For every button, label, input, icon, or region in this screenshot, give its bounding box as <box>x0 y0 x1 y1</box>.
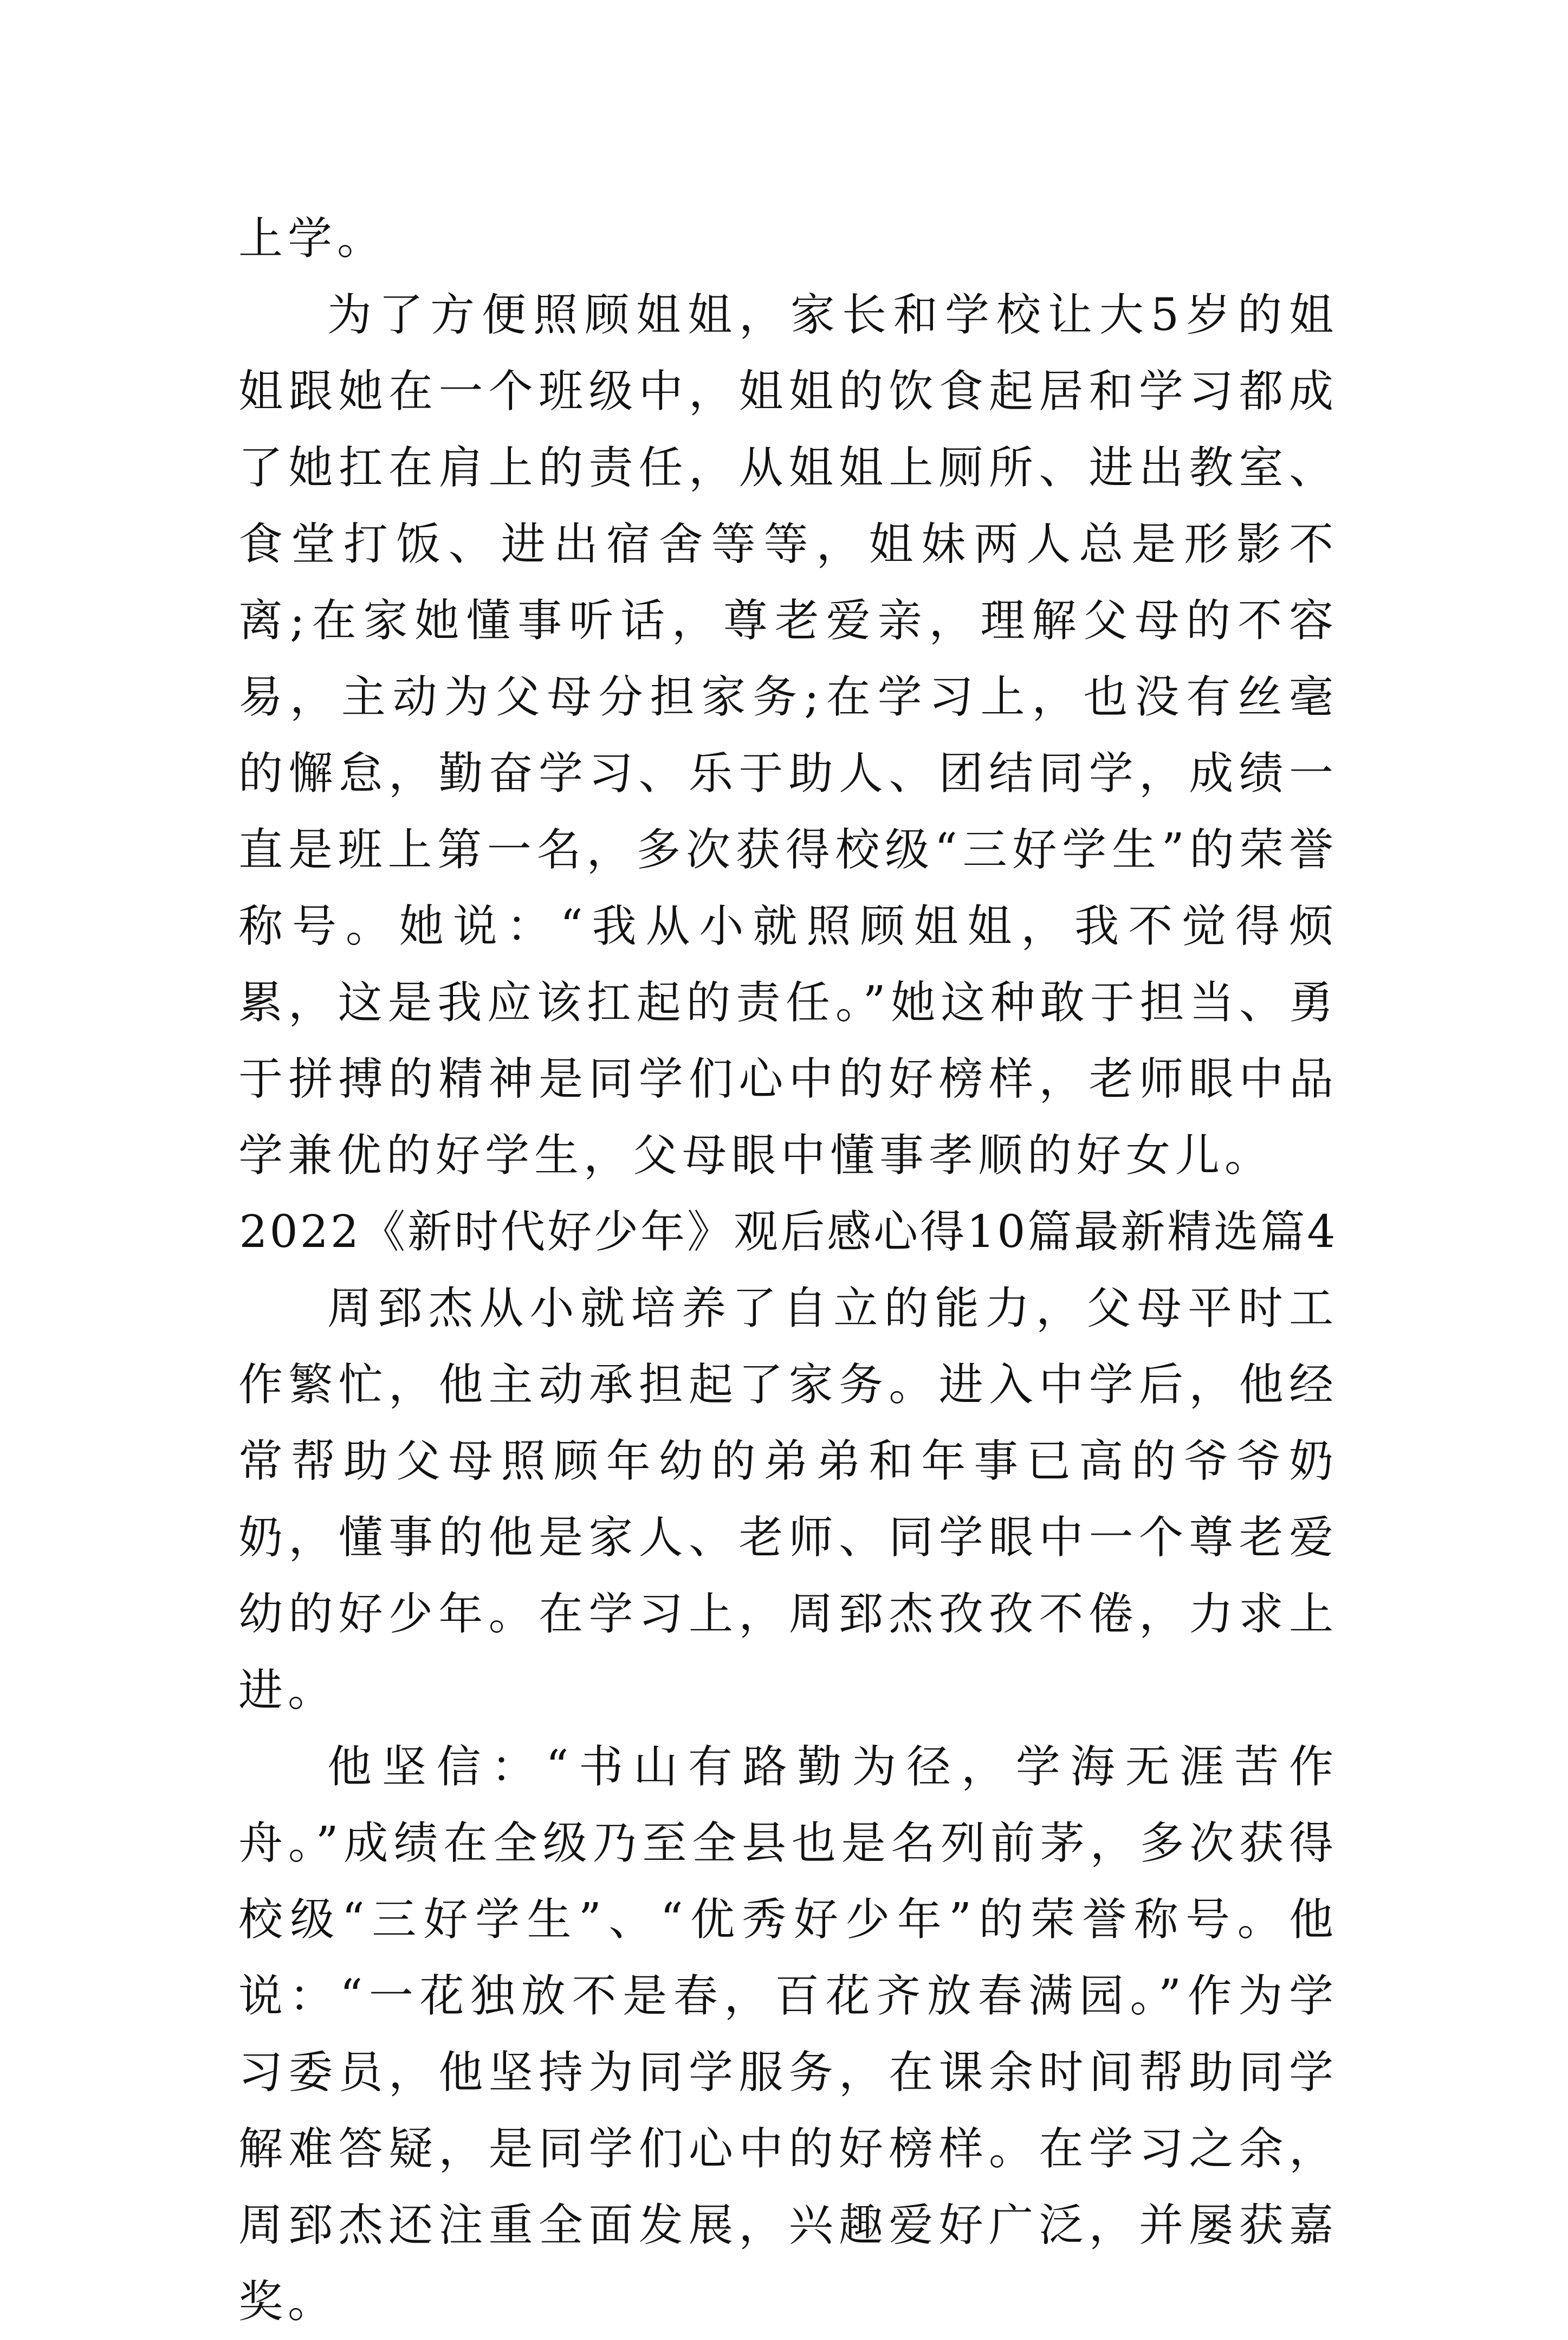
paragraph-sister-care: 为了方便照顾姐姐，家长和学校让大5岁的姐姐跟她在一个班级中，姐姐的饮食起居和学习都成了她扛在肩上的责任，从姐姐上厕所、进出教室、食堂打饭、进出宿舍等等，姐妹两人总是形影不离;在家她懂事听话，尊老爱亲，理解父母的不容易，主动为父母分担家务;在学习上，也没有丝毫的懈怠，勤奋学习、乐于助人、团结同学，成绩一直是班上第一名，多次获得校级“三好学生”的荣誉称号。她说：“我从小就照顾姐姐，我不觉得烦累，这是我应该扛起的责任。”她这种敢于担当、勇于拼搏的精神是同学们心中的好榜样，老师眼中品学兼优的好学生，父母眼中懂事孝顺的好女儿。 <box>238 289 1338 1181</box>
paragraph-zhou-zhijie-intro: 周郅杰从小就培养了自立的能力，父母平时工作繁忙，他主动承担起了家务。进入中学后，他经常帮助父母照顾年幼的弟弟和年事已高的爷爷奶奶，懂事的他是家人、老师、同学眼中一个尊老爱幼的好少年。在学习上，周郅杰孜孜不倦，力求上进。 <box>238 1283 1338 1716</box>
document-body <box>238 201 1338 2340</box>
paragraph-zhou-zhijie-achievements: 他坚信：“书山有路勤为径，学海无涯苦作舟。”成绩在全级乃至全县也是名列前茅，多次获得校级“三好学生”、“优秀好少年”的荣誉称号。他说：“一花独放不是春，百花齐放春满园。”作为学习委员，他坚持为同学服务，在课余时间帮助同学解难答疑，是同学们心中的好榜样。在学习之余，周郅杰还注重全面发展，兴趣爱好广泛，并屡获嘉奖。 <box>238 1741 1338 2328</box>
paragraph-continuation: 上学。 <box>238 213 387 264</box>
section-heading: 2022《新时代好少年》观后感心得10篇最新精选篇4 <box>239 1206 1338 1258</box>
